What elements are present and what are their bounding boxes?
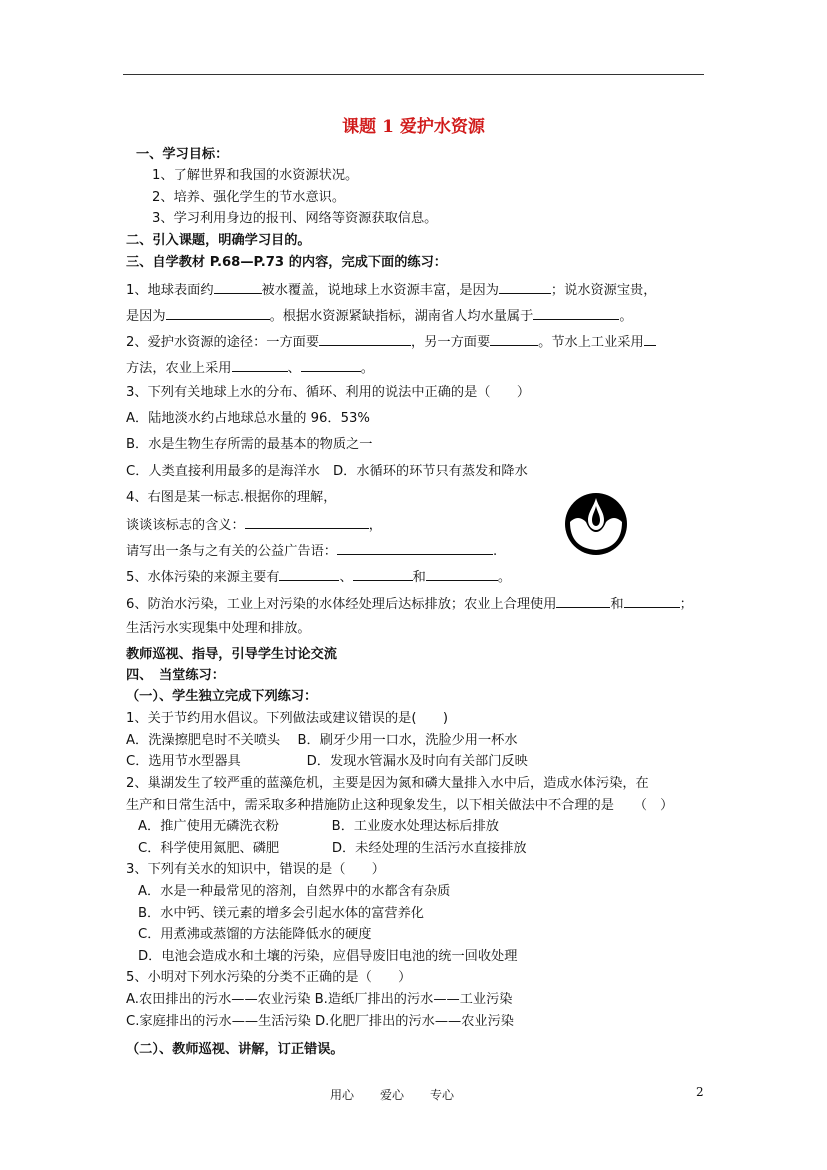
- practice-2-cd: C．科学使用氮肥、磷肥 D．未经处理的生活污水直接排放: [138, 841, 527, 856]
- practice-2-ab: A．推广使用无磷洗衣粉 B．工业废水处理达标后排放: [138, 819, 499, 834]
- practice-5-cd: C.家庭排出的污水——生活污染 D.化肥厂排出的污水——农业污染: [126, 1014, 514, 1029]
- question-1-text: ；说水资源宝贵，: [550, 283, 657, 298]
- practice-2-line-1: 2、巢湖发生了较严重的蓝藻危机，主要是因为氮和磷大量排入水中后，造成水体污染，在: [126, 776, 649, 791]
- answer-blank[interactable]: [426, 567, 498, 581]
- question-2-text: 2、爱护水资源的途径：一方面要: [126, 335, 320, 350]
- question-4: 4、右图是某一标志.根据你的理解，: [126, 490, 337, 505]
- answer-blank[interactable]: [499, 280, 551, 294]
- practice-1-cd: C．选用节水型器具 D．发现水管漏水及时向有关部门反映: [126, 754, 528, 769]
- section-3-heading: 三、自学教材 P.68—P.73 的内容，完成下面的练习：: [126, 255, 447, 270]
- question-2-line-2: [126, 358, 374, 378]
- question-2-text: 、: [287, 361, 301, 376]
- page-number: 2: [696, 1085, 704, 1099]
- practice-5-ab: A.农田排出的污水——农业污染 B.造纸厂排出的污水——工业污染: [126, 992, 513, 1007]
- question-6-line-1: [126, 594, 693, 614]
- question-4-b: [126, 541, 497, 561]
- question-4-text: 谈谈该标志的含义：: [126, 518, 245, 533]
- answer-blank[interactable]: [245, 515, 369, 529]
- question-3-option-a: A．陆地淡水约占地球总水量的 96．53%: [126, 411, 370, 426]
- question-3-option-b: B．水是生物生存所需的最基本的物质之一: [126, 437, 373, 452]
- answer-blank[interactable]: [337, 541, 493, 555]
- question-3: 3、下列有关地球上水的分布、循环、利用的说法中正确的是（ ）: [126, 385, 531, 400]
- answer-blank[interactable]: [353, 567, 413, 581]
- question-2-line-1: [126, 332, 656, 352]
- goal-1: 1、了解世界和我国的水资源状况。: [152, 168, 359, 183]
- answer-blank[interactable]: [301, 358, 361, 372]
- answer-blank[interactable]: [166, 306, 270, 320]
- question-4-text: .: [493, 544, 498, 559]
- question-5: [126, 567, 511, 587]
- question-1-text: 1、地球表面约: [126, 283, 214, 298]
- question-6-text: 6、防治水污染，工业上对污染的水体经处理后达标排放；农业上合理使用: [126, 597, 557, 612]
- answer-blank[interactable]: [556, 594, 610, 608]
- answer-blank[interactable]: [232, 358, 288, 372]
- goal-2: 2、培养、强化学生的节水意识。: [152, 190, 346, 205]
- header-rule: [123, 74, 704, 75]
- question-1-text: 是因为: [126, 309, 166, 324]
- question-2-text: 。节水上工业采用: [538, 335, 644, 350]
- question-1-text: 。根据水资源紧缺指标，湖南省人均水量属于: [269, 309, 534, 324]
- answer-blank[interactable]: [644, 332, 656, 346]
- water-drop-logo-icon: [564, 492, 628, 556]
- question-1-line-2: [126, 306, 633, 326]
- section-4-heading: 四、 当堂练习：: [126, 668, 225, 683]
- question-1-text: 被水覆盖，说地球上水资源丰富，是因为: [261, 283, 499, 298]
- question-3-option-cd: C．人类直接利用最多的是海洋水 D．水循环的环节只有蒸发和降水: [126, 464, 528, 479]
- answer-blank[interactable]: [279, 567, 339, 581]
- practice-3-d: D．电池会造成水和土壤的污染，应倡导废旧电池的统一回收处理: [138, 949, 518, 964]
- question-4-text: ，: [368, 518, 382, 533]
- practice-1: 1、关于节约用水倡议。下列做法或建议错误的是( ): [126, 711, 448, 726]
- practice-5: 5、小明对下列水污染的分类不正确的是（ ）: [126, 970, 412, 985]
- practice-2-line-2: 生产和日常生活中，需采取多种措施防止这种现象发生，以下相关做法中不合理的是 （ ）: [126, 798, 674, 813]
- question-1-text: 。: [619, 309, 633, 324]
- goal-3: 3、学习利用身边的报刊、网络等资源获取信息。: [152, 211, 438, 226]
- question-6-text: ；: [679, 597, 693, 612]
- answer-blank[interactable]: [319, 332, 411, 346]
- question-5-text: 。: [497, 570, 512, 585]
- practice-3-a: A．水是一种最常见的溶剂，自然界中的水都含有杂质: [138, 884, 451, 899]
- teacher-note-1: 教师巡视、指导，引导学生讨论交流: [126, 647, 337, 662]
- question-4-text: 请写出一条与之有关的公益广告语：: [126, 544, 337, 559]
- footer-word: 用心: [330, 1088, 355, 1102]
- question-4-a: [126, 515, 382, 535]
- question-5-text: 、: [339, 570, 353, 585]
- question-1-line-1: [126, 280, 656, 300]
- question-2-text: 。: [360, 361, 374, 376]
- section-4-part-2: （二）、教师巡视、讲解，订正错误。: [126, 1042, 344, 1057]
- question-2-text: 方法，农业上采用: [126, 361, 232, 376]
- page-title: 课题 1 爱护水资源: [342, 117, 485, 137]
- answer-blank[interactable]: [214, 280, 262, 294]
- question-5-text: 5、水体污染的来源主要有: [126, 570, 280, 585]
- practice-3: 3、下列有关水的知识中，错误的是（ ）: [126, 862, 385, 877]
- footer-word: 爱心: [380, 1088, 405, 1102]
- section-1-heading: 一、学习目标：: [136, 147, 229, 162]
- footer-word: 专心: [430, 1088, 455, 1102]
- answer-blank[interactable]: [624, 594, 680, 608]
- practice-1-ab: A．洗澡擦肥皂时不关喷头 B．刷牙少用一口水，洗脸少用一杯水: [126, 733, 518, 748]
- practice-3-c: C．用煮沸或蒸馏的方法能降低水的硬度: [138, 927, 372, 942]
- answer-blank[interactable]: [490, 332, 538, 346]
- section-2-heading: 二、引入课题，明确学习目的。: [126, 233, 311, 248]
- section-4-part-1: （一）、学生独立完成下列练习：: [126, 689, 318, 704]
- question-2-text: ，另一方面要: [411, 335, 491, 350]
- question-6-text: 和: [610, 597, 624, 612]
- page-footer: [330, 1086, 480, 1103]
- answer-blank[interactable]: [533, 306, 619, 320]
- question-6-line-2: 生活污水实现集中处理和排放。: [126, 621, 311, 636]
- practice-3-b: B．水中钙、镁元素的增多会引起水体的富营养化: [138, 906, 424, 921]
- question-5-text: 和: [412, 570, 426, 585]
